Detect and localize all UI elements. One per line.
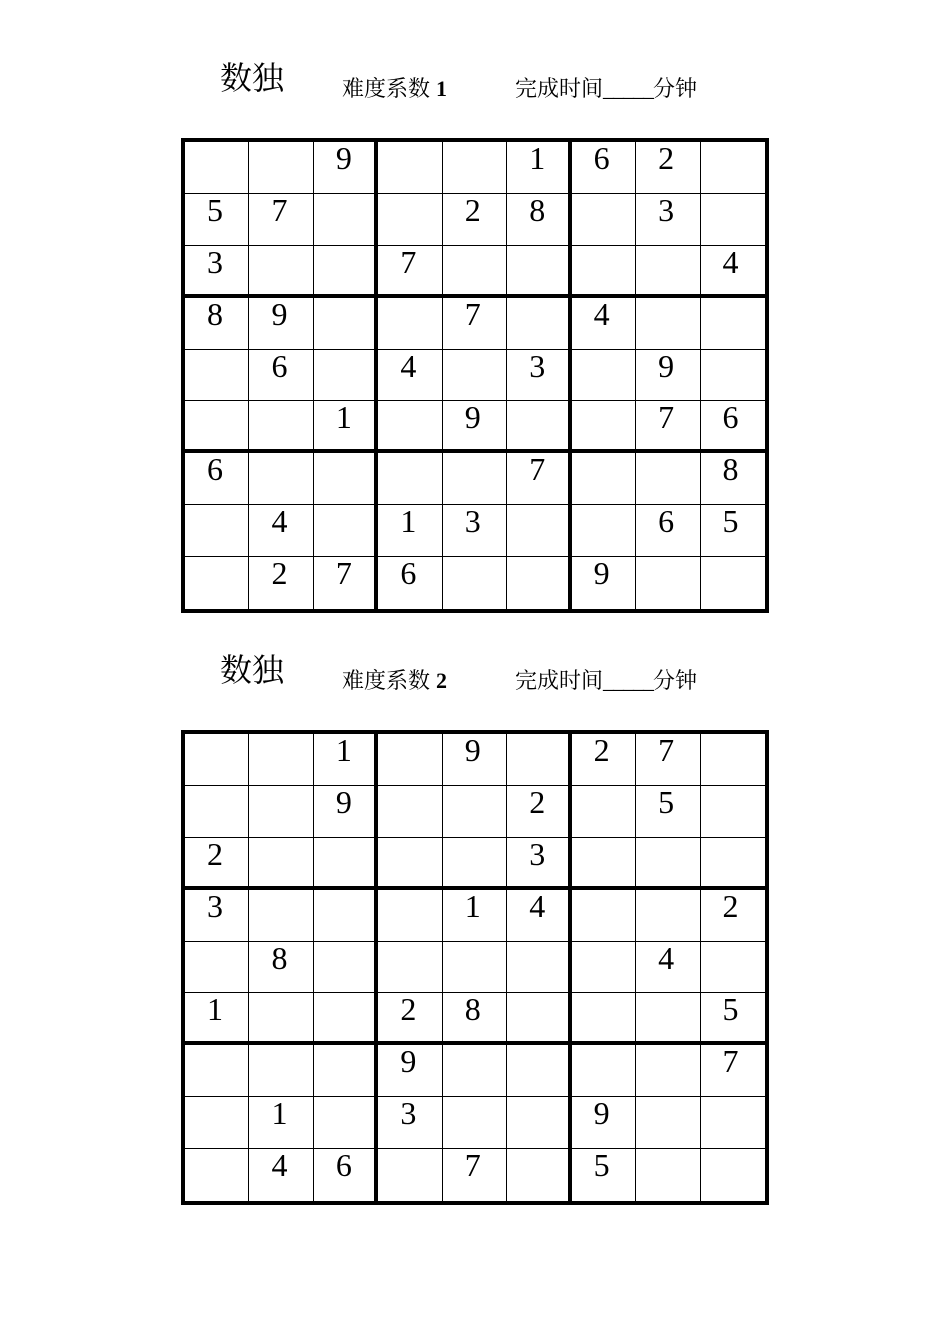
sudoku-cell[interactable] [249, 401, 313, 453]
sudoku-grid-2 [181, 730, 769, 1205]
cell-digit: 2 [400, 991, 417, 1028]
sudoku-cell[interactable] [249, 786, 313, 838]
sudoku-cell[interactable] [314, 783, 378, 838]
sudoku-cell[interactable] [443, 838, 507, 890]
cell-digit: 6 [335, 1147, 352, 1184]
sudoku-cell[interactable] [314, 993, 378, 1045]
sudoku-cell[interactable] [249, 191, 313, 246]
sudoku-cell[interactable] [636, 734, 700, 786]
sudoku-cell[interactable] [185, 1045, 249, 1097]
cell-digit: 6 [722, 399, 739, 436]
cell-digit: 9 [593, 555, 610, 592]
sudoku-cell[interactable] [249, 939, 313, 994]
sudoku-cell[interactable] [314, 838, 378, 890]
cell-digit: 7 [271, 191, 288, 228]
sudoku-cell[interactable] [572, 734, 636, 786]
sudoku-cell[interactable] [378, 505, 442, 557]
cell-digit: 3 [658, 191, 675, 228]
cell-digit: 8 [529, 191, 546, 228]
sudoku-cell[interactable] [249, 1045, 313, 1097]
difficulty-text: 难度系数 [342, 669, 431, 694]
sudoku-cell[interactable] [507, 347, 571, 402]
cell-digit: 6 [207, 451, 223, 488]
cell-digit: 5 [658, 783, 675, 820]
sudoku-cell[interactable] [378, 1149, 442, 1201]
difficulty-level: 2 [436, 668, 448, 693]
cell-digit: 6 [593, 140, 610, 176]
completion-time-label [515, 666, 697, 697]
sudoku-cell[interactable] [378, 347, 442, 402]
sudoku-cell[interactable] [185, 295, 249, 350]
sudoku-cell[interactable] [378, 734, 442, 786]
cell-digit: 3 [207, 887, 223, 924]
sudoku-cell[interactable] [185, 350, 249, 402]
cell-digit: 2 [464, 191, 481, 228]
cell-digit: 2 [529, 783, 546, 820]
sudoku-cell[interactable] [636, 1045, 700, 1097]
cell-digit: 2 [207, 835, 223, 872]
sudoku-cell[interactable] [314, 453, 378, 505]
sudoku-cell[interactable] [572, 786, 636, 838]
sudoku-cell[interactable] [572, 1149, 636, 1201]
sudoku-cell[interactable] [185, 1097, 249, 1149]
sudoku-cell[interactable] [701, 298, 765, 350]
sudoku-cell[interactable] [507, 401, 571, 453]
sudoku-cell[interactable] [701, 1149, 765, 1201]
sudoku-cell[interactable] [443, 295, 507, 350]
sudoku-cell[interactable] [249, 295, 313, 350]
sudoku-cell[interactable] [572, 838, 636, 890]
cell-digit: 9 [335, 783, 352, 820]
sudoku-cell[interactable] [185, 401, 249, 453]
sudoku-cell[interactable] [443, 142, 507, 194]
sudoku-cell[interactable] [701, 350, 765, 402]
sudoku-cell[interactable] [443, 993, 507, 1045]
cell-digit: 8 [722, 451, 739, 488]
sudoku-cell[interactable] [701, 1097, 765, 1149]
sudoku-cell[interactable] [507, 557, 571, 609]
sudoku-cell[interactable] [378, 453, 442, 505]
sudoku-cell[interactable] [314, 194, 378, 246]
sudoku-cell[interactable] [443, 734, 507, 786]
completion-unit: 分钟 [653, 77, 698, 102]
difficulty-label [342, 74, 447, 105]
sudoku-cell[interactable] [249, 557, 313, 609]
sudoku-cell[interactable] [443, 887, 507, 942]
sudoku-cell[interactable] [572, 890, 636, 942]
sudoku-cell[interactable] [314, 1149, 378, 1201]
sudoku-cell[interactable] [249, 453, 313, 505]
sudoku-cell[interactable] [443, 557, 507, 609]
sudoku-cell[interactable] [314, 401, 378, 453]
sudoku-cell[interactable] [636, 347, 700, 402]
sudoku-cell[interactable] [314, 890, 378, 942]
sudoku-cell[interactable] [378, 298, 442, 350]
cell-digit: 4 [271, 503, 288, 540]
sudoku-cell[interactable] [701, 993, 765, 1045]
sudoku-cell[interactable] [636, 1149, 700, 1201]
sudoku-cell[interactable] [378, 1097, 442, 1149]
sudoku-cell[interactable] [185, 786, 249, 838]
sudoku-cell[interactable] [185, 453, 249, 505]
cell-digit: 4 [722, 243, 739, 280]
completion-text: 完成时间 [515, 77, 604, 102]
sudoku-cell[interactable] [572, 993, 636, 1045]
sudoku-cell[interactable] [636, 191, 700, 246]
cell-digit: 3 [400, 1095, 417, 1132]
completion-text: 完成时间 [515, 669, 604, 694]
sudoku-cell[interactable] [507, 1097, 571, 1149]
sudoku-cell[interactable] [249, 890, 313, 942]
sudoku-cell[interactable] [572, 505, 636, 557]
sudoku-cell[interactable] [572, 1045, 636, 1097]
cell-digit: 7 [335, 555, 352, 592]
sudoku-cell[interactable] [314, 298, 378, 350]
sudoku-cell[interactable] [636, 557, 700, 609]
sudoku-cell[interactable] [701, 887, 765, 942]
sudoku-cell[interactable] [185, 142, 249, 194]
cell-digit: 4 [658, 939, 675, 976]
cell-digit: 9 [464, 732, 481, 768]
cell-digit: 4 [271, 1147, 288, 1184]
cell-digit: 1 [207, 991, 223, 1028]
cell-digit: 2 [658, 140, 675, 176]
sudoku-cell[interactable] [636, 783, 700, 838]
sudoku-cell[interactable] [443, 1097, 507, 1149]
cell-digit: 1 [464, 887, 481, 924]
completion-time-blank: _____ [603, 668, 654, 693]
cell-digit: 7 [400, 243, 417, 280]
sudoku-cell[interactable] [314, 142, 378, 194]
sudoku-cell[interactable] [572, 246, 636, 298]
cell-digit: 5 [722, 991, 739, 1028]
cell-digit: 2 [593, 732, 610, 768]
sudoku-cell[interactable] [572, 942, 636, 994]
sudoku-cell[interactable] [443, 505, 507, 557]
sudoku-cell[interactable] [378, 838, 442, 890]
sudoku-cell[interactable] [507, 783, 571, 838]
sudoku-cell[interactable] [185, 734, 249, 786]
sudoku-cell[interactable] [636, 453, 700, 505]
sudoku-cell[interactable] [572, 142, 636, 194]
sudoku-cell[interactable] [572, 401, 636, 453]
sudoku-cell[interactable] [636, 298, 700, 350]
sudoku-cell[interactable] [443, 246, 507, 298]
sudoku-cell[interactable] [249, 246, 313, 298]
cell-digit: 8 [464, 991, 481, 1028]
sudoku-cell[interactable] [185, 1149, 249, 1201]
sudoku-cell[interactable] [443, 1149, 507, 1201]
sudoku-cell[interactable] [314, 350, 378, 402]
sudoku-cell[interactable] [572, 557, 636, 609]
sudoku-cell[interactable] [249, 347, 313, 402]
sudoku-cell[interactable] [378, 786, 442, 838]
cell-digit: 7 [464, 295, 481, 332]
sudoku-cell[interactable] [507, 453, 571, 505]
sudoku-cell[interactable] [378, 401, 442, 453]
cell-digit: 7 [464, 1147, 481, 1184]
cell-digit: 8 [271, 939, 288, 976]
cell-digit: 9 [464, 399, 481, 436]
cell-digit: 7 [529, 451, 546, 488]
sudoku-cell[interactable] [185, 505, 249, 557]
cell-digit: 5 [722, 503, 739, 540]
sudoku-cell[interactable] [249, 838, 313, 890]
sudoku-cell[interactable] [378, 993, 442, 1045]
cell-digit: 9 [593, 1095, 610, 1132]
sudoku-cell[interactable] [701, 1045, 765, 1097]
cell-digit: 3 [464, 503, 481, 540]
sudoku-cell[interactable] [507, 1149, 571, 1201]
sudoku-cell[interactable] [507, 835, 571, 890]
puzzle-title: 数独 [220, 651, 285, 689]
cell-digit: 4 [400, 347, 417, 384]
sudoku-cell[interactable] [701, 838, 765, 890]
sudoku-cell[interactable] [507, 887, 571, 942]
cell-digit: 1 [335, 399, 352, 436]
sudoku-cell[interactable] [443, 1045, 507, 1097]
sudoku-cell[interactable] [378, 142, 442, 194]
sudoku-cell[interactable] [185, 887, 249, 942]
sudoku-cell[interactable] [701, 243, 765, 298]
cell-digit: 9 [400, 1043, 417, 1080]
sudoku-cell[interactable] [443, 453, 507, 505]
cell-digit: 3 [529, 835, 546, 872]
sudoku-cell[interactable] [636, 246, 700, 298]
cell-digit: 3 [207, 243, 223, 280]
cell-digit: 7 [658, 399, 675, 436]
sudoku-cell[interactable] [636, 890, 700, 942]
sudoku-cell[interactable] [378, 557, 442, 609]
sudoku-grid-1 [181, 138, 769, 613]
sudoku-cell[interactable] [185, 191, 249, 246]
completion-unit: 分钟 [653, 669, 698, 694]
sudoku-cell[interactable] [378, 194, 442, 246]
cell-digit: 1 [271, 1095, 288, 1132]
sudoku-cell[interactable] [249, 1097, 313, 1149]
cell-digit: 8 [207, 295, 223, 332]
sudoku-cell[interactable] [636, 142, 700, 194]
cell-digit: 1 [400, 503, 417, 540]
sudoku-cell[interactable] [572, 453, 636, 505]
cell-digit: 9 [335, 140, 352, 176]
sudoku-cell[interactable] [701, 194, 765, 246]
completion-time-label [515, 74, 697, 105]
sudoku-cell[interactable] [507, 942, 571, 994]
sudoku-cell[interactable] [701, 505, 765, 557]
sudoku-cell[interactable] [378, 243, 442, 298]
sudoku-cell[interactable] [701, 734, 765, 786]
sudoku-cell[interactable] [443, 401, 507, 453]
cell-digit: 1 [335, 732, 352, 768]
sudoku-cell[interactable] [701, 142, 765, 194]
cell-digit: 5 [593, 1147, 610, 1184]
sudoku-cell[interactable] [378, 1045, 442, 1097]
sudoku-cell[interactable] [572, 350, 636, 402]
difficulty-label [342, 666, 447, 697]
cell-digit: 1 [529, 140, 546, 176]
difficulty-level: 1 [436, 76, 448, 101]
cell-digit: 6 [400, 555, 417, 592]
cell-digit: 4 [529, 887, 546, 924]
cell-digit: 7 [658, 732, 675, 768]
puzzle-2-header [0, 650, 950, 710]
sudoku-cell[interactable] [507, 298, 571, 350]
sudoku-cell[interactable] [314, 942, 378, 994]
difficulty-text: 难度系数 [342, 77, 431, 102]
sudoku-cell[interactable] [378, 890, 442, 942]
cell-digit: 4 [593, 295, 610, 332]
sudoku-cell[interactable] [378, 942, 442, 994]
sudoku-cell[interactable] [636, 401, 700, 453]
puzzle-1-header [0, 58, 950, 118]
sudoku-cell[interactable] [572, 194, 636, 246]
sudoku-cell[interactable] [185, 993, 249, 1045]
cell-digit: 3 [529, 347, 546, 384]
sudoku-cell[interactable] [314, 1045, 378, 1097]
cell-digit: 9 [271, 295, 288, 332]
sudoku-cell[interactable] [185, 243, 249, 298]
sudoku-cell[interactable] [701, 557, 765, 609]
sudoku-cell[interactable] [443, 350, 507, 402]
sudoku-cell[interactable] [314, 505, 378, 557]
sudoku-cell[interactable] [507, 993, 571, 1045]
sudoku-cell[interactable] [249, 505, 313, 557]
cell-digit: 2 [271, 555, 288, 592]
cell-digit: 6 [271, 347, 288, 384]
sudoku-cell[interactable] [185, 942, 249, 994]
sudoku-cell[interactable] [507, 734, 571, 786]
sudoku-cell[interactable] [249, 1149, 313, 1201]
sudoku-cell[interactable] [443, 191, 507, 246]
sudoku-cell[interactable] [636, 505, 700, 557]
cell-digit: 2 [722, 887, 739, 924]
sudoku-cell[interactable] [249, 993, 313, 1045]
sudoku-cell[interactable] [701, 786, 765, 838]
sudoku-cell[interactable] [572, 295, 636, 350]
sudoku-cell[interactable] [636, 838, 700, 890]
sudoku-cell[interactable] [249, 142, 313, 194]
completion-time-blank: _____ [603, 76, 654, 101]
sudoku-cell[interactable] [636, 993, 700, 1045]
puzzle-title: 数独 [220, 59, 285, 97]
cell-digit: 5 [207, 191, 223, 228]
sudoku-cell[interactable] [249, 734, 313, 786]
sudoku-cell[interactable] [443, 786, 507, 838]
sudoku-cell[interactable] [185, 557, 249, 609]
sudoku-cell[interactable] [701, 453, 765, 505]
sudoku-cell[interactable] [636, 939, 700, 994]
sudoku-cell[interactable] [507, 246, 571, 298]
sudoku-cell[interactable] [701, 942, 765, 994]
sudoku-cell[interactable] [507, 1045, 571, 1097]
sudoku-cell[interactable] [314, 1097, 378, 1149]
cell-digit: 6 [658, 503, 675, 540]
cell-digit: 9 [658, 347, 675, 384]
sudoku-cell[interactable] [507, 142, 571, 194]
sudoku-cell[interactable] [507, 191, 571, 246]
sudoku-cell[interactable] [185, 835, 249, 890]
cell-digit: 7 [722, 1043, 739, 1080]
sudoku-cell[interactable] [636, 1097, 700, 1149]
sudoku-cell[interactable] [314, 557, 378, 609]
sudoku-cell[interactable] [572, 1097, 636, 1149]
sudoku-cell[interactable] [507, 505, 571, 557]
sudoku-cell[interactable] [314, 734, 378, 786]
sudoku-cell[interactable] [701, 401, 765, 453]
sudoku-cell[interactable] [314, 246, 378, 298]
sudoku-cell[interactable] [443, 942, 507, 994]
